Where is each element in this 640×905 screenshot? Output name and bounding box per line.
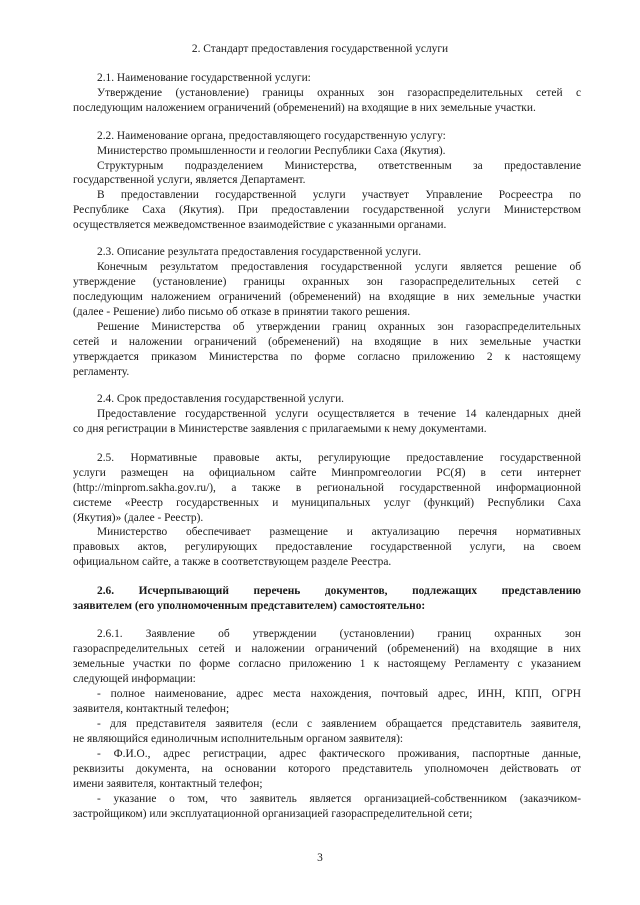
list-item: застройщиком) или эксплуатационной организацией газораспределительной сети;: [73, 808, 473, 820]
list-item: не являющийся единоличным исполнительным органом заявителя):: [73, 733, 404, 745]
s23-decision-line: регламенту.: [73, 366, 130, 378]
s25-acts-line: 2.5. Нормативные правовые акты, регулирующие предоставление государственной: [97, 452, 581, 464]
s23-decision-line: утверждается приказом Министерства по форме согласно приложению 2 к настоящему: [73, 351, 581, 363]
s24-title: 2.4. Срок предоставления государственной услуги.: [97, 393, 345, 405]
s25-acts-line: системе «Реестр государственных и муниципальных услуг (функций) Республики Саха: [73, 497, 581, 509]
list-item: - полное наименование, адрес места нахождения, почтовый адрес, ИНН, КПП, ОГРН: [97, 688, 581, 700]
s23-result-line: последующим наложением ограничений (обременений) на входящие в них земельные участки: [73, 291, 581, 303]
s24-text-line: со дня регистрации в Министерстве заявления с прилагаемыми к нему документами.: [73, 423, 487, 435]
list-item: реквизиты документа, на основании которого представитель уполномочен действовать от: [73, 763, 581, 775]
list-item: заявителя, контактный телефон;: [73, 703, 230, 715]
s261-line: 2.6.1. Заявление об утверждении (установлении) границ охранных зон: [97, 628, 581, 640]
s22-struct-line: государственной услуги, является Департамент.: [73, 174, 306, 186]
s261-line: следующей информации:: [73, 673, 196, 685]
list-item: имени заявителя, контактный телефон;: [73, 778, 263, 790]
s22-struct-line: Структурным подразделением Министерства, ответственным за предоставление: [97, 160, 581, 172]
s261-line: газораспределительных сетей и наложении ограничений (обременений) на входящие в них: [73, 643, 581, 655]
s26-title-line: заявителем (его уполномоченным представителем) самостоятельно:: [73, 600, 426, 612]
s21-title: 2.1. Наименование государственной услуги:: [97, 72, 311, 84]
list-item: - для представителя заявителя (если с заявлением обращается представитель заявителя,: [97, 718, 581, 730]
s25-acts-line: (http://minprom.sakha.gov.ru/), а также в региональной государственной информационной: [73, 482, 581, 494]
list-item: - Ф.И.О., адрес регистрации, адрес фактического проживания, паспортные данные,: [97, 748, 581, 760]
s22-title: 2.2. Наименование органа, предоставляющего государственную услугу:: [97, 130, 446, 142]
s25-publication-line: Министерство обеспечивает размещение и актуализацию перечня нормативных: [97, 526, 581, 538]
s22-participation-line: Республике Саха (Якутия). При предоставлении государственной услуги Министерством: [73, 204, 581, 216]
s25-acts-line: услуги размещен на официальном сайте Минпромгеологии РС(Я) в сети интернет: [73, 467, 581, 479]
s23-title: 2.3. Описание результата предоставления государственной услуги.: [97, 246, 422, 258]
page-number: 3: [317, 852, 323, 864]
s24-text-line: Предоставление государственной услуги осуществляется в течение 14 календарных дней: [97, 408, 581, 420]
s23-result-line: Конечным результатом предоставления государственной услуги является решение об: [97, 261, 581, 273]
s21-text-line: Утверждение (установление) границы охранных зон газораспределительных сетей с: [97, 87, 581, 99]
s23-decision-line: Решение Министерства об утверждении границ охранных зон газораспределительных: [97, 321, 581, 333]
s22-participation-line: В предоставлении государственной услуги участвует Управление Росреестра по: [97, 189, 581, 201]
s25-acts-line: (Якутия)» (далее - Реестр).: [73, 512, 204, 524]
s26-title-line: 2.6. Исчерпывающий перечень документов, подлежащих представлению: [97, 585, 581, 597]
s22-ministry: Министерство промышленности и геологии Республики Саха (Якутия).: [97, 145, 446, 157]
section-heading: 2. Стандарт предоставления государственной услуги: [191, 43, 449, 55]
s23-decision-line: сетей и наложении ограничений (обременений) на входящие в них земельные участки: [73, 336, 581, 348]
s261-line: земельные участки по форме согласно приложению 1 к настоящему Регламенту с указанием: [73, 658, 581, 670]
s22-participation-line: осуществляется межведомственное взаимодействие с указанными органами.: [73, 219, 447, 231]
s23-result-line: утверждение (установление) границы охранных зон газораспределительных сетей с: [73, 276, 581, 288]
s25-publication-line: официальном сайте, а также в соответствующем разделе Реестра.: [73, 556, 392, 568]
s23-result-line: (далее - Решение) либо письмо об отказе в принятии такого решения.: [73, 306, 411, 318]
list-item: - указание о том, что заявитель является организацией-собственником (заказчиком-: [97, 793, 581, 805]
s25-publication-line: правовых актов, регулирующих предоставление государственной услуги, на своем: [73, 541, 581, 553]
s21-text-line: последующим наложением ограничений (обременений) на входящие в них земельные участки.: [73, 102, 536, 114]
